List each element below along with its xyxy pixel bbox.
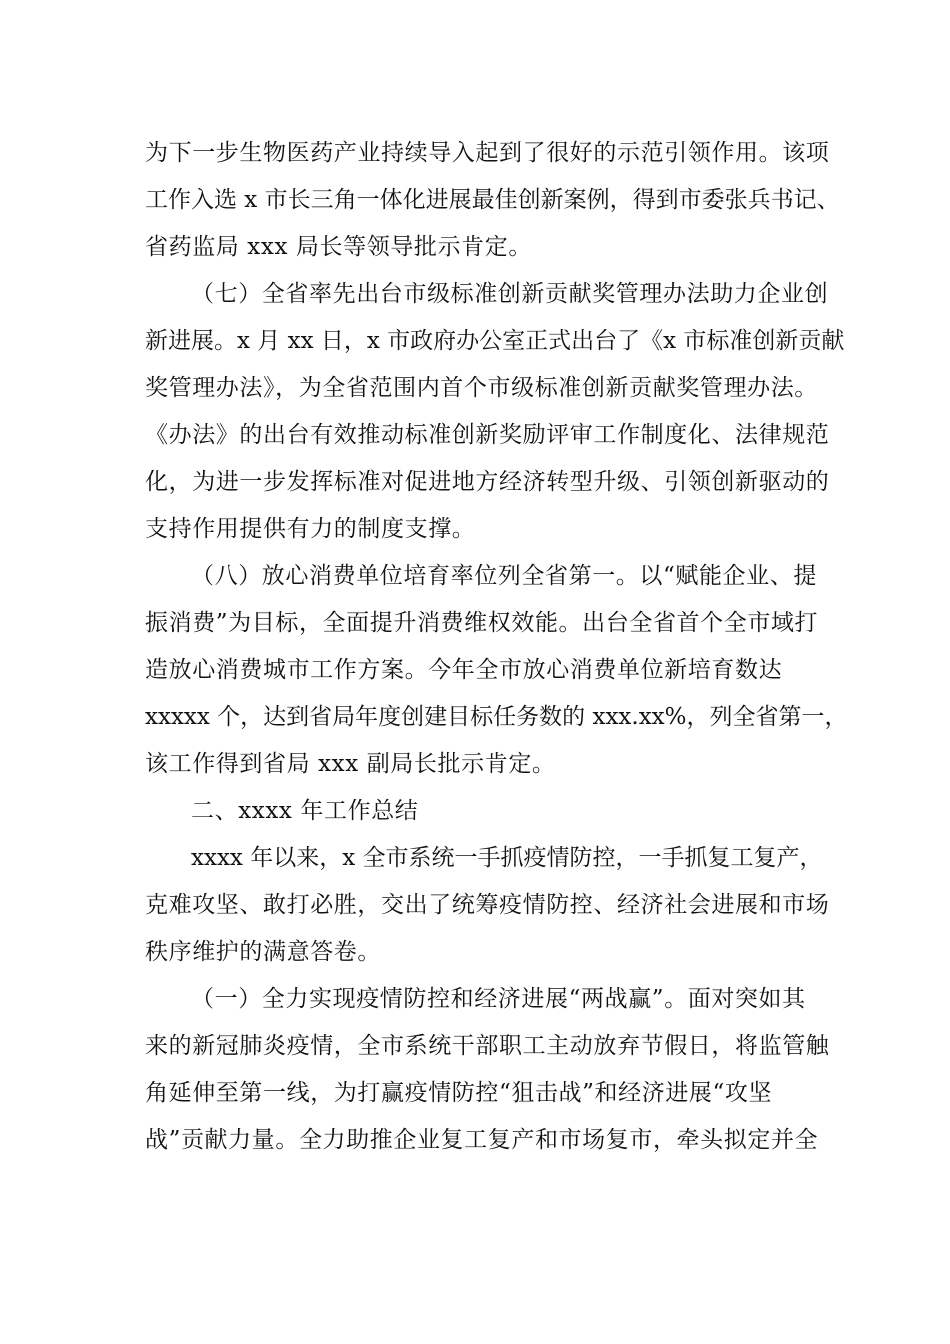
text-line: 新进展。x 月 xx 日，x 市政府办公室正式出台了《x 市标准创新贡献 [145, 328, 845, 354]
text-line: 造放心消费城市工作方案。今年全市放心消费单位新培育数达 [145, 657, 783, 683]
text-line: xxxxx 个，达到省局年度创建目标任务数的 xxx.xx%，列全省第一， [145, 704, 848, 730]
text-line: 《办法》的出台有效推动标准创新奖励评审工作制度化、法律规范 [145, 422, 830, 448]
text-line: 化，为进一步发挥标准对促进地方经济转型升级、引领创新驱动的 [145, 469, 830, 495]
text-line: 为下一步生物医药产业持续导入起到了很好的示范引领作用。该项 [145, 140, 830, 166]
text-line: 来的新冠肺炎疫情，全市系统干部职工主动放弃节假日，将监管触 [145, 1033, 830, 1059]
section-heading-line: （八）放心消费单位培育率位列全省第一。以“赋能企业、提 [191, 563, 817, 589]
text-line: 工作入选 x 市长三角一体化进展最佳创新案例，得到市委张兵书记、 [145, 187, 840, 213]
text-line: 奖管理办法》，为全省范围内首个市级标准创新贡献奖管理办法。 [145, 375, 818, 401]
chapter-heading: 二、xxxx 年工作总结 [191, 798, 419, 824]
text-line: 秩序维护的满意答卷。 [145, 939, 381, 965]
text-line: 战”贡献力量。全力助推企业复工复产和市场复市，牵头拟定并全 [145, 1127, 819, 1153]
section-heading-line: （一）全力实现疫情防控和经济进展“两战赢”。面对突如其 [191, 986, 806, 1012]
text-line: 克难攻坚、敢打必胜，交出了统筹疫情防控、经济社会进展和市场 [145, 892, 830, 918]
section-heading-line: （七）全省率先出台市级标准创新贡献奖管理办法助力企业创 [191, 281, 829, 307]
text-line: 支持作用提供有力的制度支撑。 [145, 516, 476, 542]
text-line: 该工作得到省局 xxx 副局长批示肯定。 [145, 751, 556, 777]
text-line: xxxx 年以来，x 全市系统一手抓疫情防控，一手抓复工复产， [191, 845, 823, 871]
body-text [145, 130, 848, 1164]
text-line: 振消费”为目标，全面提升消费维权效能。出台全省首个全市域打 [145, 610, 819, 636]
text-line: 省药监局 xxx 局长等领导批示肯定。 [145, 234, 532, 260]
text-line: 角延伸至第一线，为打赢疫情防控“狙击战”和经济进展“攻坚 [145, 1080, 773, 1106]
